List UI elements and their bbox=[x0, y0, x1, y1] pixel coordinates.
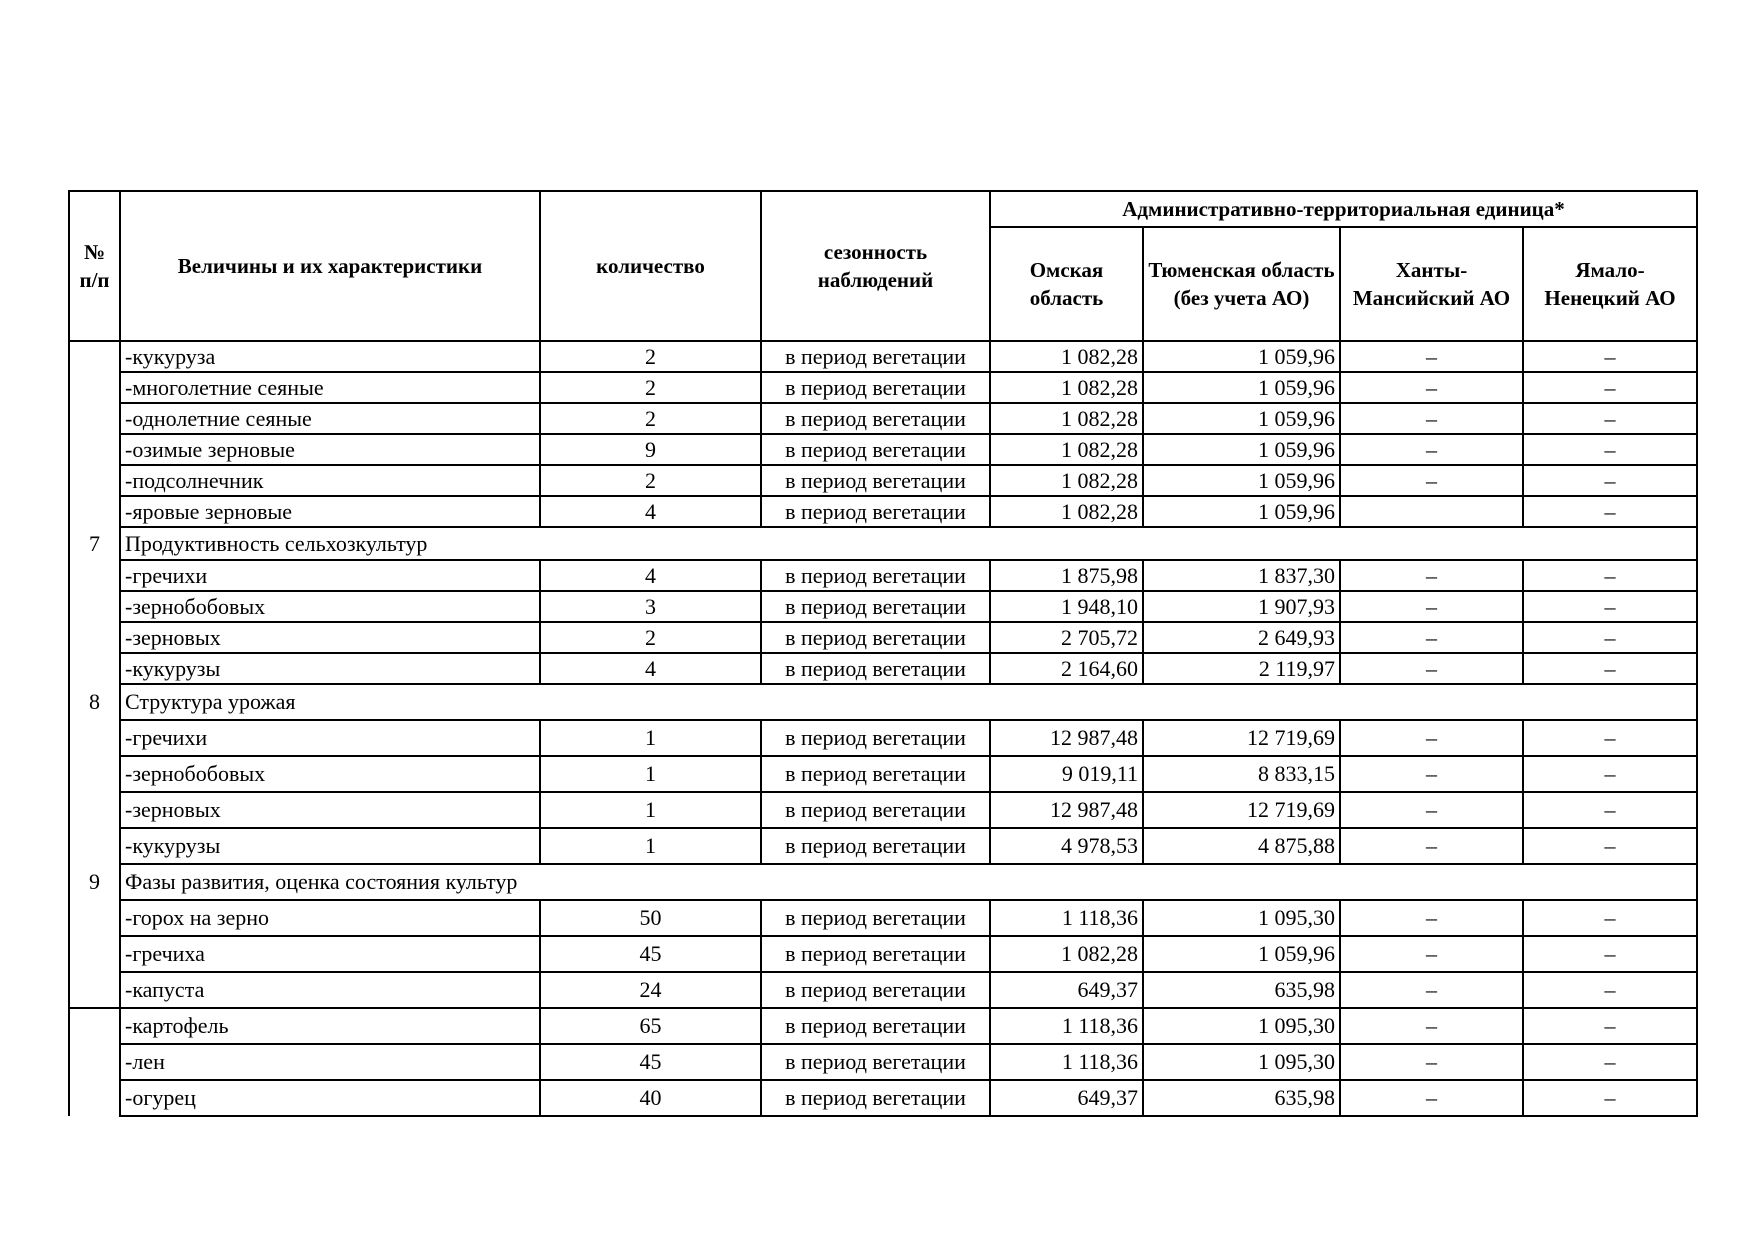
value-omsk: 1 875,98 bbox=[990, 560, 1143, 591]
item-season: в период вегетации bbox=[761, 828, 990, 864]
table-row bbox=[69, 1008, 1697, 1044]
row-number bbox=[69, 936, 120, 972]
value-tyumen: 12 719,69 bbox=[1143, 792, 1340, 828]
value-omsk: 9 019,11 bbox=[990, 756, 1143, 792]
value-khanty: – bbox=[1340, 403, 1523, 434]
item-season: в период вегетации bbox=[761, 1008, 990, 1044]
row-number: 9 bbox=[69, 864, 120, 900]
value-tyumen: 1 837,30 bbox=[1143, 560, 1340, 591]
value-tyumen: 4 875,88 bbox=[1143, 828, 1340, 864]
value-khanty: – bbox=[1340, 828, 1523, 864]
item-quantity: 4 bbox=[540, 653, 761, 684]
item-name: -озимые зерновые bbox=[120, 434, 540, 465]
value-omsk: 1 118,36 bbox=[990, 900, 1143, 936]
item-name: -картофель bbox=[120, 1008, 540, 1044]
header-admin-unit: Административно-территориальная единица* bbox=[990, 191, 1697, 227]
item-quantity: 40 bbox=[540, 1080, 761, 1116]
row-number bbox=[69, 465, 120, 496]
item-name: -зерновых bbox=[120, 622, 540, 653]
value-yamal: – bbox=[1523, 622, 1697, 653]
item-season: в период вегетации bbox=[761, 341, 990, 372]
value-tyumen: 1 059,96 bbox=[1143, 372, 1340, 403]
table-row bbox=[69, 622, 1697, 653]
item-quantity: 2 bbox=[540, 465, 761, 496]
value-yamal: – bbox=[1523, 972, 1697, 1008]
value-omsk: 1 948,10 bbox=[990, 591, 1143, 622]
item-name: -гречиха bbox=[120, 936, 540, 972]
value-yamal: – bbox=[1523, 1008, 1697, 1044]
value-khanty: – bbox=[1340, 720, 1523, 756]
value-khanty: – bbox=[1340, 900, 1523, 936]
value-tyumen: 1 059,96 bbox=[1143, 434, 1340, 465]
value-omsk: 1 118,36 bbox=[990, 1044, 1143, 1080]
item-season: в период вегетации bbox=[761, 756, 990, 792]
value-omsk: 4 978,53 bbox=[990, 828, 1143, 864]
row-number bbox=[69, 403, 120, 434]
value-tyumen: 1 907,93 bbox=[1143, 591, 1340, 622]
value-tyumen: 8 833,15 bbox=[1143, 756, 1340, 792]
row-number bbox=[69, 496, 120, 527]
item-quantity: 3 bbox=[540, 591, 761, 622]
item-name: -яровые зерновые bbox=[120, 496, 540, 527]
row-number: 7 bbox=[69, 527, 120, 560]
value-yamal: – bbox=[1523, 936, 1697, 972]
header-name: Величины и их характеристики bbox=[120, 191, 540, 341]
value-yamal: – bbox=[1523, 341, 1697, 372]
item-quantity: 2 bbox=[540, 372, 761, 403]
header-qty: количество bbox=[540, 191, 761, 341]
value-khanty: – bbox=[1340, 341, 1523, 372]
value-omsk: 1 082,28 bbox=[990, 372, 1143, 403]
value-khanty: – bbox=[1340, 465, 1523, 496]
table-row bbox=[69, 560, 1697, 591]
value-tyumen: 1 059,96 bbox=[1143, 496, 1340, 527]
value-tyumen: 1 059,96 bbox=[1143, 403, 1340, 434]
item-season: в период вегетации bbox=[761, 496, 990, 527]
row-number bbox=[69, 434, 120, 465]
row-number bbox=[69, 828, 120, 864]
section-title: Структура урожая bbox=[120, 684, 1697, 720]
value-omsk: 12 987,48 bbox=[990, 720, 1143, 756]
item-name: -зернобобовых bbox=[120, 591, 540, 622]
item-name: -кукурузы bbox=[120, 653, 540, 684]
value-khanty: – bbox=[1340, 622, 1523, 653]
item-season: в период вегетации bbox=[761, 900, 990, 936]
value-tyumen: 2 119,97 bbox=[1143, 653, 1340, 684]
value-omsk: 1 082,28 bbox=[990, 434, 1143, 465]
value-omsk: 1 082,28 bbox=[990, 496, 1143, 527]
header-khanty: Ханты-Мансийский АО bbox=[1340, 227, 1523, 341]
item-season: в период вегетации bbox=[761, 792, 990, 828]
row-number bbox=[69, 372, 120, 403]
value-omsk: 2 705,72 bbox=[990, 622, 1143, 653]
value-yamal: – bbox=[1523, 1080, 1697, 1116]
item-quantity: 24 bbox=[540, 972, 761, 1008]
value-yamal: – bbox=[1523, 372, 1697, 403]
value-yamal: – bbox=[1523, 434, 1697, 465]
section-row bbox=[69, 527, 1697, 560]
value-omsk: 1 082,28 bbox=[990, 341, 1143, 372]
value-omsk: 1 082,28 bbox=[990, 936, 1143, 972]
section-row bbox=[69, 864, 1697, 900]
item-quantity: 1 bbox=[540, 792, 761, 828]
item-quantity: 1 bbox=[540, 828, 761, 864]
item-season: в период вегетации bbox=[761, 434, 990, 465]
item-name: -гречихи bbox=[120, 560, 540, 591]
item-quantity: 9 bbox=[540, 434, 761, 465]
value-khanty: – bbox=[1340, 560, 1523, 591]
item-quantity: 45 bbox=[540, 936, 761, 972]
table-row bbox=[69, 496, 1697, 527]
value-yamal: – bbox=[1523, 591, 1697, 622]
value-yamal: – bbox=[1523, 900, 1697, 936]
item-quantity: 50 bbox=[540, 900, 761, 936]
item-name: -кукуруза bbox=[120, 341, 540, 372]
item-name: -огурец bbox=[120, 1080, 540, 1116]
item-name: -горох на зерно bbox=[120, 900, 540, 936]
table-row bbox=[69, 653, 1697, 684]
table-row bbox=[69, 972, 1697, 1008]
item-season: в период вегетации bbox=[761, 972, 990, 1008]
item-name: -капуста bbox=[120, 972, 540, 1008]
item-quantity: 2 bbox=[540, 341, 761, 372]
item-season: в период вегетации bbox=[761, 465, 990, 496]
table-row bbox=[69, 792, 1697, 828]
table-row bbox=[69, 756, 1697, 792]
value-khanty: – bbox=[1340, 972, 1523, 1008]
row-number bbox=[69, 1080, 120, 1116]
value-tyumen: 1 059,96 bbox=[1143, 936, 1340, 972]
item-name: -кукурузы bbox=[120, 828, 540, 864]
value-khanty: – bbox=[1340, 756, 1523, 792]
row-number bbox=[69, 1044, 120, 1080]
header-season: сезонность наблюдений bbox=[761, 191, 990, 341]
table-row bbox=[69, 1044, 1697, 1080]
row-number: 8 bbox=[69, 684, 120, 720]
item-season: в период вегетации bbox=[761, 720, 990, 756]
value-khanty: – bbox=[1340, 1080, 1523, 1116]
value-yamal: – bbox=[1523, 720, 1697, 756]
section-row bbox=[69, 684, 1697, 720]
value-yamal: – bbox=[1523, 496, 1697, 527]
value-omsk: 12 987,48 bbox=[990, 792, 1143, 828]
value-yamal: – bbox=[1523, 465, 1697, 496]
header-omsk: Омская область bbox=[990, 227, 1143, 341]
value-tyumen: 2 649,93 bbox=[1143, 622, 1340, 653]
item-quantity: 4 bbox=[540, 496, 761, 527]
item-season: в период вегетации bbox=[761, 653, 990, 684]
item-season: в период вегетации bbox=[761, 622, 990, 653]
value-khanty: – bbox=[1340, 936, 1523, 972]
table-row bbox=[69, 900, 1697, 936]
table-row bbox=[69, 591, 1697, 622]
item-season: в период вегетации bbox=[761, 936, 990, 972]
value-khanty: – bbox=[1340, 792, 1523, 828]
table-row bbox=[69, 372, 1697, 403]
value-yamal: – bbox=[1523, 560, 1697, 591]
row-number bbox=[69, 972, 120, 1008]
value-khanty bbox=[1340, 496, 1523, 527]
section-title: Продуктивность сельхозкультур bbox=[120, 527, 1697, 560]
value-yamal: – bbox=[1523, 756, 1697, 792]
item-quantity: 45 bbox=[540, 1044, 761, 1080]
header-tyumen: Тюменская область (без учета АО) bbox=[1143, 227, 1340, 341]
item-quantity: 1 bbox=[540, 720, 761, 756]
item-quantity: 2 bbox=[540, 403, 761, 434]
value-omsk: 1 082,28 bbox=[990, 465, 1143, 496]
item-quantity: 1 bbox=[540, 756, 761, 792]
value-tyumen: 1 095,30 bbox=[1143, 900, 1340, 936]
value-yamal: – bbox=[1523, 653, 1697, 684]
item-season: в период вегетации bbox=[761, 1044, 990, 1080]
value-khanty: – bbox=[1340, 1008, 1523, 1044]
table-row bbox=[69, 465, 1697, 496]
value-tyumen: 1 059,96 bbox=[1143, 341, 1340, 372]
data-table bbox=[68, 190, 1698, 1117]
value-tyumen: 635,98 bbox=[1143, 1080, 1340, 1116]
value-tyumen: 1 095,30 bbox=[1143, 1044, 1340, 1080]
value-tyumen: 635,98 bbox=[1143, 972, 1340, 1008]
item-name: -подсолнечник bbox=[120, 465, 540, 496]
item-name: -гречихи bbox=[120, 720, 540, 756]
header-yamal: Ямало-Ненецкий АО bbox=[1523, 227, 1697, 341]
item-name: -однолетние сеяные bbox=[120, 403, 540, 434]
item-name: -зернобобовых bbox=[120, 756, 540, 792]
row-number bbox=[69, 560, 120, 591]
item-name: -зерновых bbox=[120, 792, 540, 828]
value-omsk: 649,37 bbox=[990, 972, 1143, 1008]
row-number bbox=[69, 792, 120, 828]
item-season: в период вегетации bbox=[761, 560, 990, 591]
value-omsk: 649,37 bbox=[990, 1080, 1143, 1116]
row-number bbox=[69, 756, 120, 792]
item-season: в период вегетации bbox=[761, 1080, 990, 1116]
row-number bbox=[69, 341, 120, 372]
row-number bbox=[69, 720, 120, 756]
item-quantity: 65 bbox=[540, 1008, 761, 1044]
table-body bbox=[69, 341, 1697, 1116]
item-quantity: 4 bbox=[540, 560, 761, 591]
item-season: в период вегетации bbox=[761, 591, 990, 622]
value-tyumen: 12 719,69 bbox=[1143, 720, 1340, 756]
value-yamal: – bbox=[1523, 403, 1697, 434]
table-row bbox=[69, 434, 1697, 465]
table-row bbox=[69, 1080, 1697, 1116]
value-khanty: – bbox=[1340, 434, 1523, 465]
item-season: в период вегетации bbox=[761, 372, 990, 403]
table-row bbox=[69, 720, 1697, 756]
item-name: -многолетние сеяные bbox=[120, 372, 540, 403]
value-omsk: 1 118,36 bbox=[990, 1008, 1143, 1044]
header-num: № п/п bbox=[69, 191, 120, 341]
value-omsk: 2 164,60 bbox=[990, 653, 1143, 684]
row-number bbox=[69, 653, 120, 684]
value-tyumen: 1 095,30 bbox=[1143, 1008, 1340, 1044]
item-quantity: 2 bbox=[540, 622, 761, 653]
row-number bbox=[69, 591, 120, 622]
table-row bbox=[69, 936, 1697, 972]
item-name: -лен bbox=[120, 1044, 540, 1080]
value-yamal: – bbox=[1523, 1044, 1697, 1080]
table-row bbox=[69, 341, 1697, 372]
value-khanty: – bbox=[1340, 653, 1523, 684]
item-season: в период вегетации bbox=[761, 403, 990, 434]
value-omsk: 1 082,28 bbox=[990, 403, 1143, 434]
value-yamal: – bbox=[1523, 792, 1697, 828]
table-row bbox=[69, 403, 1697, 434]
row-number bbox=[69, 1008, 120, 1044]
table-row bbox=[69, 828, 1697, 864]
value-tyumen: 1 059,96 bbox=[1143, 465, 1340, 496]
value-khanty: – bbox=[1340, 372, 1523, 403]
value-khanty: – bbox=[1340, 591, 1523, 622]
value-khanty: – bbox=[1340, 1044, 1523, 1080]
row-number bbox=[69, 900, 120, 936]
value-yamal: – bbox=[1523, 828, 1697, 864]
section-title: Фазы развития, оценка состояния культур bbox=[120, 864, 1697, 900]
row-number bbox=[69, 622, 120, 653]
